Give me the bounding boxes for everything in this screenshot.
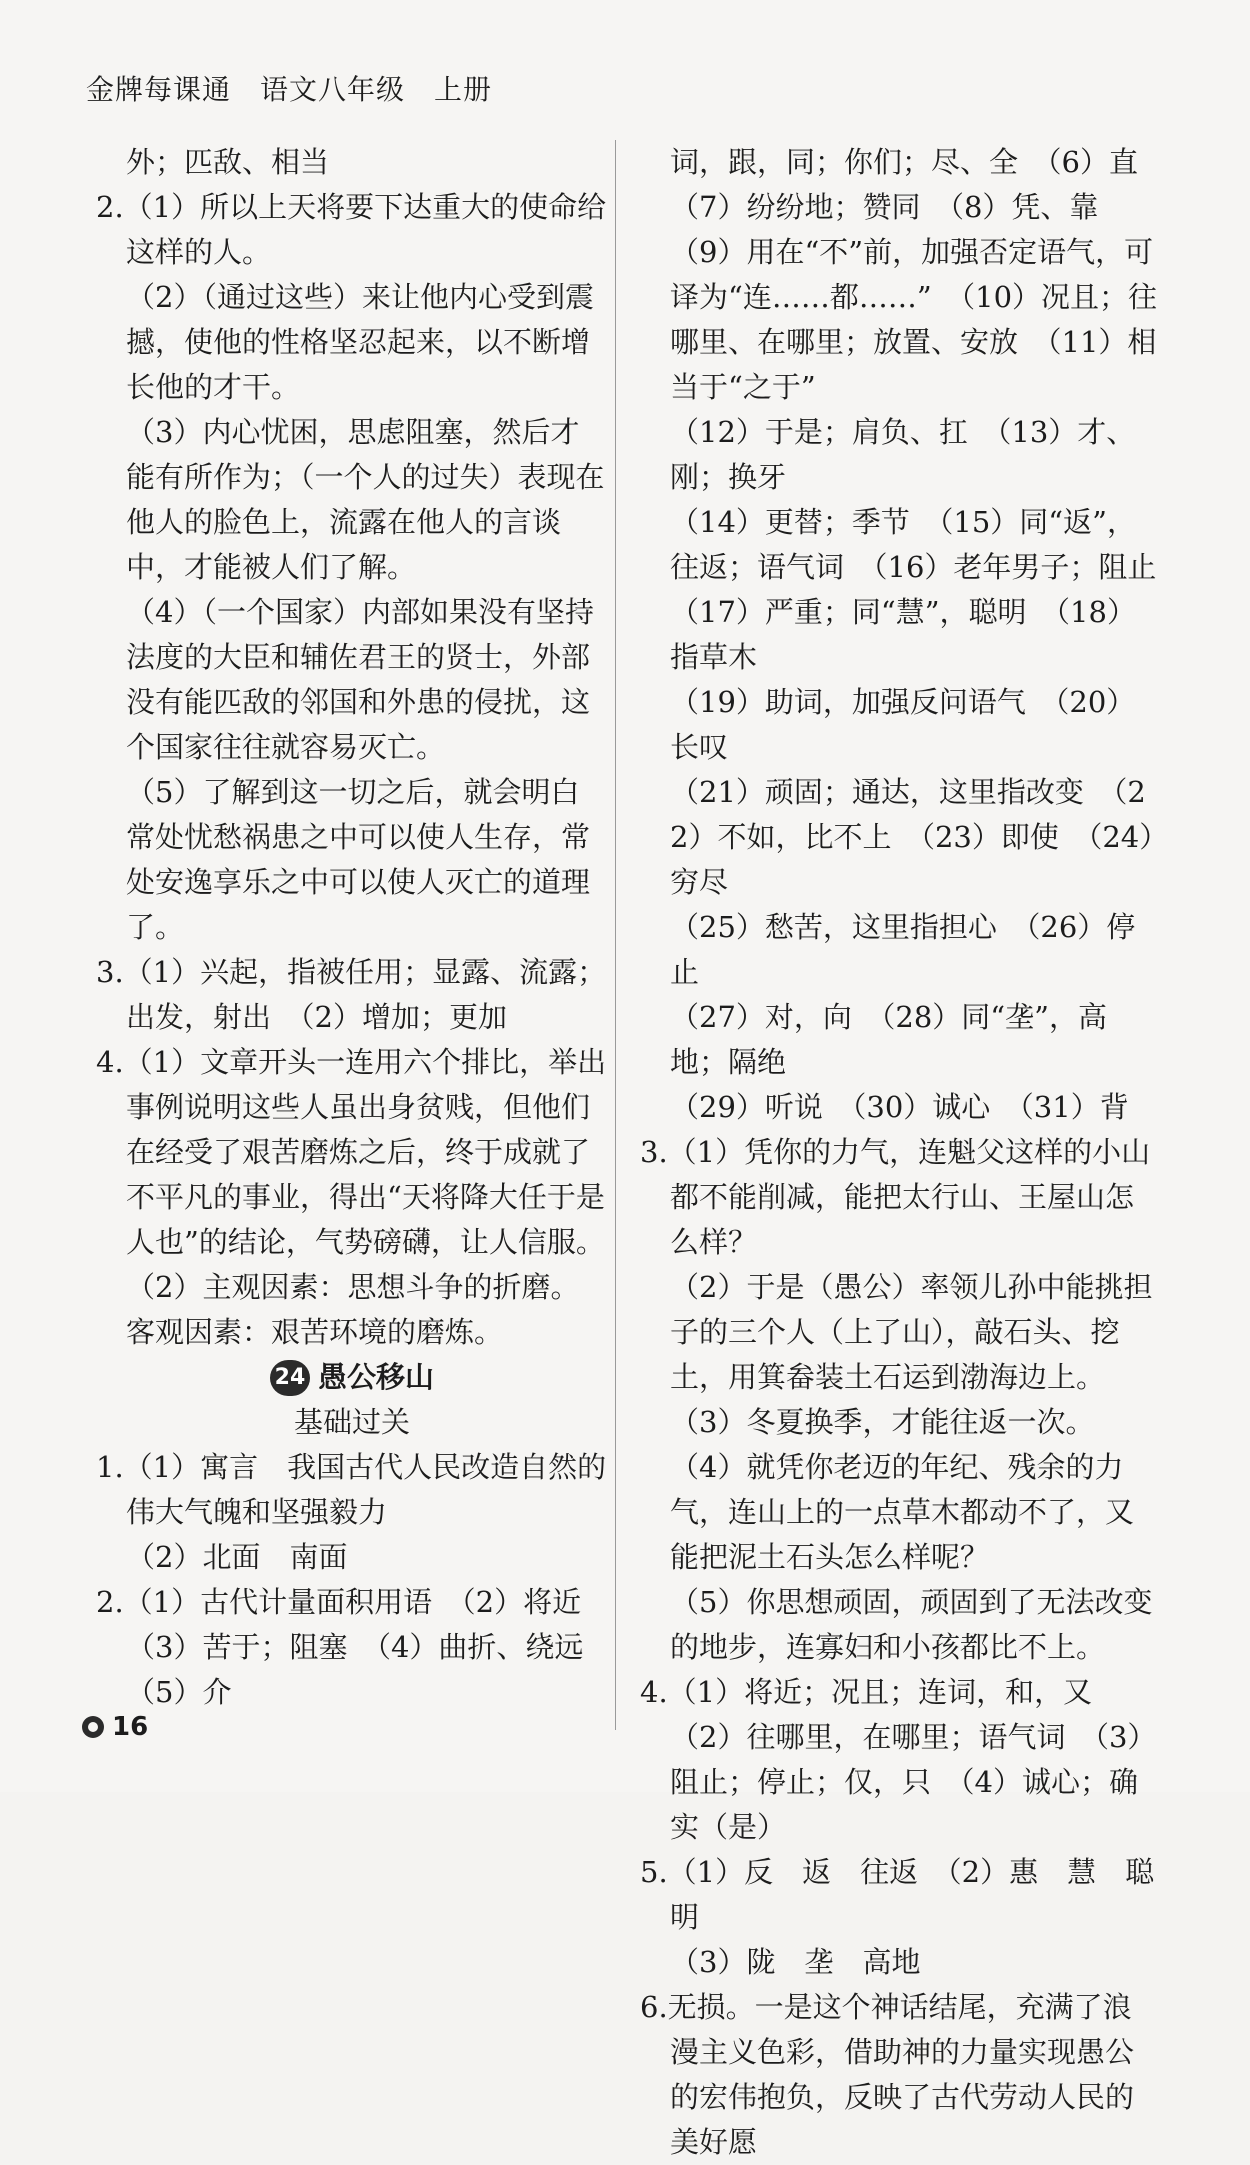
answer-paragraph: （19）助词，加强反问语气 （20）长叹 [670,685,1136,764]
right-column [640,140,1186,2165]
answer-paragraph: （12）于是；肩负、扛 （13）才、刚；换牙 [670,415,1136,494]
answer-paragraph: 2.（1）所以上天将要下达重大的使命给这样的人。 [96,190,607,269]
page-footer [80,1712,148,1742]
answer-paragraph: （3）陇 垄 高地 [670,1945,921,1979]
answer-paragraph: 1.（1）寓言 我国古代人民改造自然的伟大气魄和坚强毅力 [96,1450,607,1529]
answer-paragraph: （5）你思想顽固，顽固到了无法改变的地步，连寡妇和小孩都比不上。 [670,1585,1153,1664]
section-subheading: 基础过关 [293,1405,410,1439]
answer-paragraph: 词，跟，同；你们；尽、全 （6）直 （7）纷纷地；赞同 （8）凭、靠 （9）用在“不”前，加强否定语气，可译为“连……都……” （10）况且；往哪里、在哪里；放置、安放 （11）相当于“之于” [670,145,1167,404]
page-number: 16 [112,1712,149,1742]
lesson-heading [96,1355,608,1400]
answer-paragraph: （2）于是（愚公）率领儿孙中能挑担子的三个人（上了山），敲石头、挖土，用箕畚装土石运到渤海边上。 [670,1270,1153,1394]
answer-paragraph: 5.（1）反 返 往返 （2）惠 慧 聪明 [640,1855,1155,1934]
answer-paragraph: （2）（通过这些）来让他内心受到震撼，使他的性格坚忍起来，以不断增长他的才干。 [126,280,594,404]
answer-paragraph: （5）了解到这一切之后，就会明白常处忧愁祸患之中可以使人生存，常处安逸享乐之中可以使人灭亡的道理了。 [126,775,591,944]
running-header: 金牌每课通 语文八年级 上册 [86,73,493,106]
answer-paragraph: （3）苦于；阻塞 （4）曲折、绕远 （5）介 [126,1630,613,1709]
answer-paragraph: 3.（1）凭你的力气，连魁父这样的小山都不能削减，能把太行山、王屋山怎么样？ [640,1135,1151,1259]
answer-paragraph: 外；匹敌、相当 [126,145,330,179]
answer-paragraph: （2）北面 南面 [126,1540,348,1574]
lesson-title: 愚公移山 [317,1360,434,1394]
answer-paragraph: 3.（1）兴起，指被任用；显露、流露；出发，射出 （2）增加；更加 [96,955,607,1034]
answer-paragraph: （29）听说 （30）诚心 （31）背 [670,1090,1129,1124]
answer-paragraph: 6.无损。一是这个神话结尾，充满了浪漫主义色彩，借助神的力量实现愚公的宏伟抱负，反映了古代劳动人民的美好愿 [640,1990,1135,2159]
answer-paragraph: （27）对，向 （28）同“垄”，高地；隔绝 [670,1000,1107,1079]
answer-paragraph: 2.（1）古代计量面积用语 （2）将近 [96,1585,582,1619]
answer-paragraph: （25）愁苦，这里指担心 （26）停止 [670,910,1136,989]
answer-paragraph: （3）冬夏换季，才能往返一次。 [670,1405,1095,1439]
lesson-number-badge: 24 [270,1360,310,1396]
column-divider [615,140,616,1730]
left-column [96,140,613,1715]
answer-paragraph: 4.（1）文章开头一连用六个排比，举出事例说明这些人虽出身贫贱，但他们在经受了艰苦磨炼之后，终于成就了不平凡的事业，得出“天将降大任于是人也”的结论，气势磅礴，让人信服。 [96,1045,607,1259]
answer-paragraph: （14）更替；季节 （15）同“返”，往返；语气词 （16）老年男子；阻止 （17）严重；同“慧”，聪明 （18）指草木 [670,505,1186,674]
answer-paragraph: （4）就凭你老迈的年纪、残余的力气，连山上的一点草木都动不了，又能把泥土石头怎么样呢？ [670,1450,1135,1574]
answer-paragraph: （21）顽固；通达，这里指改变 （22）不如，比不上 （23）即使 （24）穷尽 [670,775,1154,899]
answer-paragraph: （2）主观因素：思想斗争的折磨。 [126,1270,580,1304]
answer-paragraph: 客观因素：艰苦环境的磨炼。 [126,1315,504,1349]
flower-icon [80,1714,106,1740]
answer-paragraph: （3）内心忧困，思虑阻塞，然后才能有所作为；（一个人的过失）表现在他人的脸色上，流露在他人的言谈中，才能被人们了解。 [126,415,605,584]
answer-paragraph: （4）（一个国家）内部如果没有坚持法度的大臣和辅佐君王的贤士，外部没有能匹敌的邻国和外患的侵扰，这个国家往往就容易灭亡。 [126,595,594,764]
answer-paragraph: 4.（1）将近；况且；连词，和，又 （2）往哪里，在哪里；语气词 （3）阻止；停止；仅，只 （4）诚心；确实（是） [640,1675,1157,1844]
